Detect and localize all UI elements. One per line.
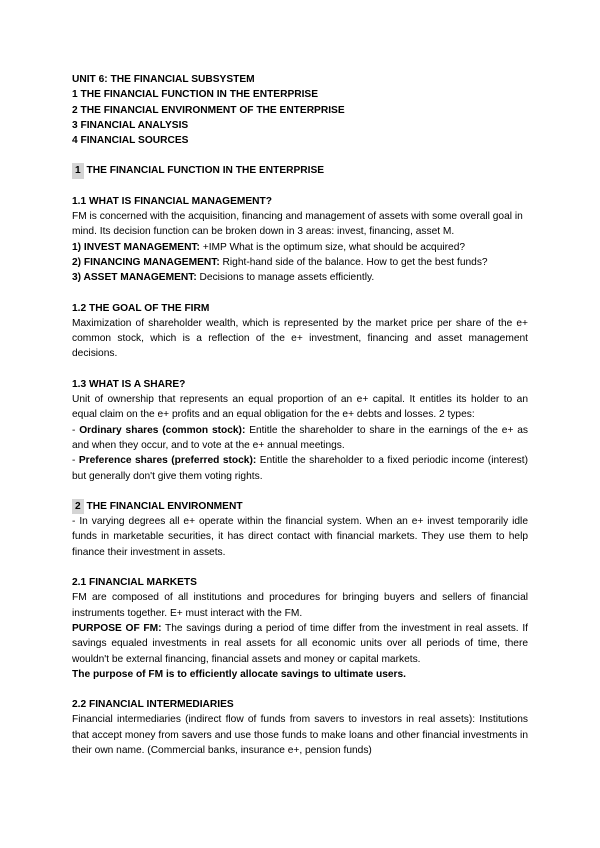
list-item: [72, 255, 528, 270]
paragraph: FM is concerned with the acquisition, financing and management of assets with some overall goal in mind. Its decision function can be broken down in 3 areas: invest, financing, asset M.: [72, 211, 523, 238]
item-text: Entitle the shareholder to a fixed periodic income (interest) but generally don't give them voting rights.: [72, 455, 529, 482]
unit-title: UNIT 6: THE FINANCIAL SUBSYSTEM: [72, 74, 255, 85]
document-page: [72, 72, 528, 758]
part-title: THE FINANCIAL FUNCTION IN THE ENTERPRISE: [86, 165, 325, 177]
item-label: 1) INVEST MANAGEMENT:: [72, 241, 200, 253]
part-number: 1: [72, 163, 84, 178]
item-label: Ordinary shares (common stock):: [79, 424, 246, 436]
section-1-2: [72, 301, 528, 362]
toc-item: 3 FINANCIAL ANALYSIS: [72, 119, 189, 131]
section-1-3: [72, 377, 528, 484]
section-2-1: [72, 575, 528, 682]
toc-item: 2 THE FINANCIAL ENVIRONMENT OF THE ENTERPRISE: [72, 104, 345, 116]
item-text: Right-hand side of the balance. How to get the best funds?: [219, 256, 488, 268]
section-1-1: [72, 194, 528, 286]
list-item: [72, 270, 528, 285]
list-item: [72, 453, 528, 484]
paragraph: - In varying degrees all e+ operate within the financial system. When an e+ invest temporarily idle funds in marketable securities, it has direct contact with financial markets. They use them to help finance their investment in assets.: [72, 516, 528, 558]
part-1-heading: [72, 163, 528, 178]
purpose-label: PURPOSE OF FM:: [72, 622, 162, 634]
list-item: [72, 240, 528, 255]
part-2: [72, 499, 528, 560]
item-text: Entitle the shareholder to share in the earnings of the e+ as and when they occur, and to vote at the e+ annual meetings.: [72, 424, 528, 451]
list-item: [72, 423, 528, 454]
section-heading: 1.2 THE GOAL OF THE FIRM: [72, 302, 210, 314]
part-number: 2: [72, 499, 84, 514]
conclusion: The purpose of FM is to efficiently allocate savings to ultimate users.: [72, 668, 406, 680]
section-heading: 2.2 FINANCIAL INTERMEDIARIES: [72, 699, 234, 711]
paragraph: Unit of ownership that represents an equal proportion of an e+ capital. It entitles its holder to an equal claim on the e+ profits and an equal obligation for the e+ debts and losses. 2 types:: [72, 394, 528, 421]
toc-item: 4 FINANCIAL SOURCES: [72, 135, 189, 147]
item-text: +IMP What is the optimum size, what should be acquired?: [199, 241, 466, 253]
item-text: Decisions to manage assets efficiently.: [196, 272, 375, 284]
section-heading: 1.3 WHAT IS A SHARE?: [72, 378, 186, 390]
purpose-paragraph: [72, 621, 528, 667]
item-label: Preference shares (preferred stock):: [78, 455, 257, 467]
item-prefix: -: [72, 424, 80, 436]
part-2-heading: [72, 499, 528, 514]
paragraph: Maximization of shareholder wealth, which is represented by the market price per share of the e+ common stock, which is a reflection of the e+ investment, financing and asset management decisions.: [72, 317, 528, 360]
paragraph: FM are composed of all institutions and procedures for bringing buyers and sellers of financial instruments together. E+ must interact with the FM.: [72, 592, 528, 619]
paragraph: Financial intermediaries (indirect flow of funds from savers to investors in real assets): Institutions that accept money from savers and use those funds to make loans and other financial investments in their own name. (Commercial banks, insurance e+, pension funds): [72, 714, 528, 756]
toc-item: 1 THE FINANCIAL FUNCTION IN THE ENTERPRISE: [72, 89, 319, 101]
section-heading: 1.1 WHAT IS FINANCIAL MANAGEMENT?: [72, 195, 272, 207]
item-label: 3) ASSET MANAGEMENT:: [72, 272, 197, 284]
table-of-contents: [72, 72, 528, 148]
section-2-2: [72, 697, 528, 758]
part-title: THE FINANCIAL ENVIRONMENT: [86, 500, 243, 512]
item-prefix: -: [72, 455, 79, 467]
purpose-text: The savings during a period of time differ from the investment in real assets. If savings equaled investments in real assets for all economic units over all periods of time, there wouldn't be external financing, financial assets and money or capital markets.: [72, 622, 528, 665]
item-label: 2) FINANCING MANAGEMENT:: [72, 256, 220, 268]
section-heading: 2.1 FINANCIAL MARKETS: [72, 577, 197, 589]
